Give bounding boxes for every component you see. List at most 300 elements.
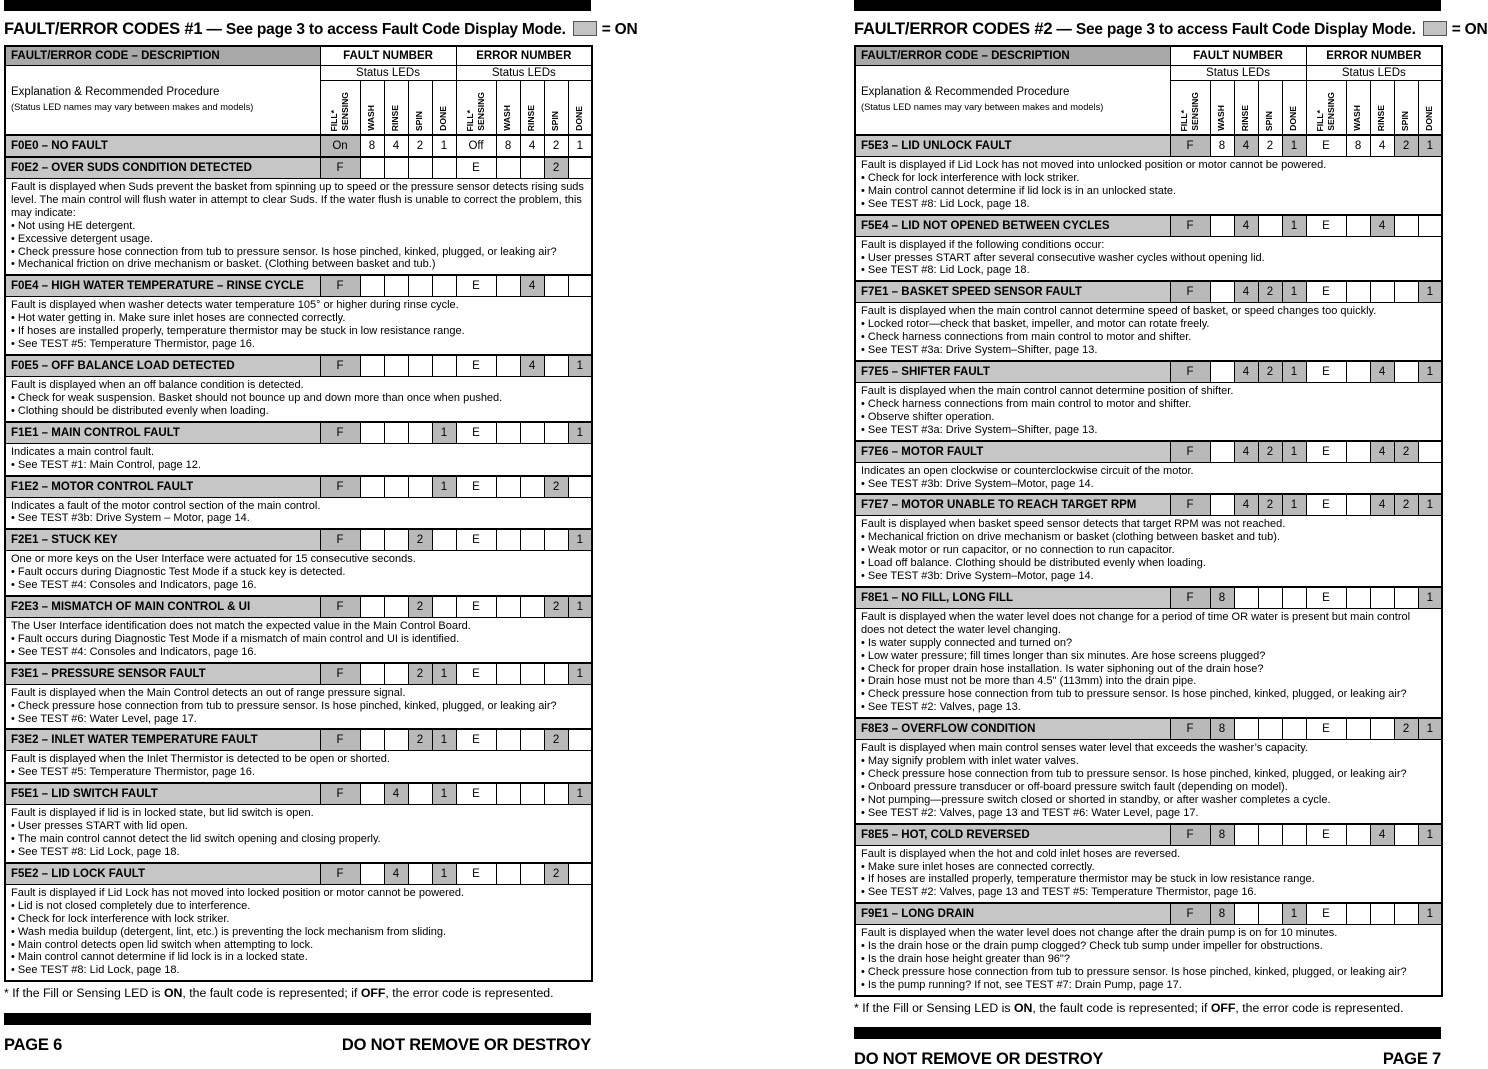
error-led-cell — [1394, 215, 1418, 237]
fault-led-cell — [384, 529, 408, 551]
fault-code-row — [5, 422, 592, 444]
description-line: Fault is displayed when Suds prevent the basket from spinning up to speed or the pressure sensor detects rising suds level. The main control will flush water in attempt to clear Suds. If the water flush is unable to correct the problem, this may indicate: — [11, 181, 584, 219]
footnote-off-word: OFF — [360, 986, 386, 1001]
done-label: DONE — [1423, 106, 1434, 131]
fault-led-cell — [1258, 718, 1282, 740]
footer-left-text: DO NOT REMOVE OR DESTROY — [854, 1050, 1104, 1069]
description-line: • Onboard pressure transducer or off-board pressure switch fault (depending on model). — [861, 780, 1288, 793]
fault-done-label-cell — [1282, 81, 1306, 136]
description-line: • Check for lock interference with lock striker. — [11, 912, 230, 925]
error-led-cell: E — [456, 729, 496, 751]
fault-led-cell — [408, 422, 432, 444]
fault-code-title: F7E1 – BASKET SPEED SENSOR FAULT — [855, 281, 1170, 303]
wash-label: WASH — [502, 105, 513, 131]
fault-led-cell: 1 — [432, 135, 456, 157]
error-led-cell: E — [456, 422, 496, 444]
error-led-cell — [1346, 281, 1370, 303]
description-row — [855, 303, 1442, 361]
error-led-cell: E — [1306, 718, 1346, 740]
fault-led-cell: 4 — [384, 783, 408, 805]
fault-code-row — [5, 863, 592, 885]
footnote-off-word: OFF — [1210, 1000, 1236, 1015]
error-led-cell: 2 — [1394, 718, 1418, 740]
description-line: • Make sure inlet hoses are connected correctly. — [861, 860, 1095, 873]
fault-led-cell — [384, 157, 408, 179]
fault-led-cell: 2 — [408, 529, 432, 551]
error-led-cell: 4 — [1370, 215, 1394, 237]
fault-led-cell: 2 — [1258, 494, 1282, 516]
fill-label: FILL* — [1314, 109, 1325, 131]
description-line: • Is the drain hose or the drain pump clogged? Check tub sump under impeller for obstructions. — [861, 940, 1323, 953]
page-title — [4, 20, 638, 39]
error-led-cell: E — [456, 529, 496, 551]
spin-label: SPIN — [1264, 110, 1275, 131]
description-row — [5, 805, 592, 863]
description-line: • See TEST #8: Lid Lock, page 18. — [11, 846, 180, 858]
error-led-cell: E — [1306, 281, 1346, 303]
description-row — [5, 376, 592, 421]
error-led-cell: 1 — [568, 596, 592, 618]
error-led-cell — [520, 596, 544, 618]
error-led-cell — [1370, 718, 1394, 740]
footnote-text: * If the Fill or Sensing LED is — [854, 1000, 1014, 1015]
footer-left-text: PAGE 6 — [4, 1035, 63, 1054]
fault-code-row — [5, 135, 592, 157]
description-line: • Check for weak suspension. Basket should not bounce up and down more than once when pushed. — [11, 391, 503, 404]
description-cell — [5, 751, 592, 783]
page-title — [854, 20, 1488, 39]
fault-code-row — [855, 135, 1442, 157]
description-row — [5, 551, 592, 596]
description-cell — [5, 884, 592, 981]
fault-led-cell: 8 — [1210, 718, 1234, 740]
error-led-cell — [1346, 494, 1370, 516]
description-line: • See TEST #2: Valves, page 13 and TEST #6: Water Level, page 17. — [861, 806, 1199, 819]
error-led-cell: 4 — [1370, 361, 1394, 383]
fault-led-cell — [360, 355, 384, 377]
bottom-bar — [854, 1027, 1441, 1039]
description-row — [855, 236, 1442, 281]
error-led-cell — [1370, 587, 1394, 609]
page — [4, 0, 638, 1054]
fault-rinse-label-cell — [1234, 81, 1258, 136]
fault-led-cell — [1282, 824, 1306, 846]
error-rinse-label-cell — [1370, 81, 1394, 136]
rinse-label: RINSE — [1376, 104, 1387, 131]
fault-led-cell: 4 — [384, 135, 408, 157]
description-line: • User presses START after several consecutive washer cycles without opening lid. — [861, 251, 1265, 264]
description-line: • Low water pressure; fill times longer than six minutes. Are hose screens plugged? — [861, 649, 1266, 662]
fault-led-cell: 1 — [1282, 361, 1306, 383]
fault-led-cell: 1 — [432, 783, 456, 805]
done-label: DONE — [438, 106, 449, 131]
description-line: • Not pumping—pressure switch closed or shorted in standby, or after washer completes a cycle. — [861, 793, 1331, 806]
description-line: • See TEST #3a: Drive System–Shifter, page 13. — [861, 423, 1098, 436]
fault-code-title: F8E5 – HOT, COLD REVERSED — [855, 824, 1170, 846]
fill-label: FILL* — [464, 109, 475, 131]
footer-right-text: PAGE 7 — [1382, 1050, 1441, 1069]
error-led-cell — [568, 157, 592, 179]
fault-led-cell — [408, 157, 432, 179]
error-number-header: ERROR NUMBER — [456, 46, 592, 66]
fault-led-cell — [408, 783, 432, 805]
fault-led-cell: F — [320, 157, 360, 179]
error-led-cell — [1346, 903, 1370, 925]
fault-led-cell — [360, 476, 384, 498]
fault-code-title: F1E2 – MOTOR CONTROL FAULT — [5, 476, 320, 498]
fault-led-cell: F — [320, 783, 360, 805]
error-led-cell — [496, 422, 520, 444]
description-line: Fault is displayed if Lid Lock has not moved into unlocked position or motor cannot be powered. — [861, 159, 1327, 171]
sensing-label: SENSING — [1189, 92, 1200, 131]
fault-led-cell — [360, 422, 384, 444]
fault-led-cell — [360, 663, 384, 685]
fault-led-cell: 8 — [1210, 903, 1234, 925]
description-line: • Check harness connections from main control to motor and shifter. — [861, 397, 1192, 410]
wash-label: WASH — [1352, 105, 1363, 131]
top-bar — [854, 0, 1441, 11]
legend-on-swatch — [573, 21, 597, 36]
fault-code-table — [854, 45, 1443, 997]
description-line: • Mechanical friction on drive mechanism or basket (clothing between basket and tub). — [861, 531, 1281, 544]
description-cell — [5, 297, 592, 355]
description-line: • Check harness connections from main control to motor and shifter. — [861, 331, 1192, 344]
description-row — [5, 179, 592, 276]
fault-code-row — [5, 529, 592, 551]
description-line: • Lid is not closed completely due to interference. — [11, 899, 251, 912]
error-spin-label-cell — [1394, 81, 1418, 136]
error-led-cell: E — [1306, 215, 1346, 237]
error-led-cell: 2 — [1394, 494, 1418, 516]
description-line: Fault is displayed if Lid Lock has not moved into locked position or motor cannot be powered. — [11, 886, 465, 899]
spin-label: SPIN — [1400, 110, 1411, 131]
error-led-cell — [1370, 281, 1394, 303]
fault-led-cell: F — [1170, 494, 1210, 516]
fault-wash-label-cell — [1210, 81, 1234, 136]
error-led-cell — [1394, 824, 1418, 846]
footnote-text: , the fault code is represented; if — [1032, 1000, 1211, 1015]
wash-label: WASH — [366, 105, 377, 131]
description-line: • Not using HE detergent. — [11, 219, 136, 232]
error-led-cell: 2 — [544, 476, 568, 498]
description-cell — [855, 608, 1442, 718]
error-led-cell: E — [1306, 824, 1346, 846]
description-line: • Drain hose must not be more than 4.5" (113mm) into the drain pipe. — [861, 675, 1197, 688]
fault-rinse-label-cell — [384, 81, 408, 136]
description-row — [855, 462, 1442, 494]
footnote-on-word: ON — [163, 986, 183, 1001]
error-led-cell: 1 — [568, 783, 592, 805]
description-line: • Check pressure hose connection from tub to pressure sensor. Is hose pinched, kinked, plugged, or leaking air? — [11, 245, 557, 258]
fault-led-cell: 1 — [432, 663, 456, 685]
fault-code-row — [5, 663, 592, 685]
error-led-cell: 2 — [544, 729, 568, 751]
description-line: • Mechanical friction on drive mechanism or basket. (Clothing between basket and tub.) — [11, 258, 436, 271]
fault-led-cell: F — [320, 529, 360, 551]
done-label: DONE — [573, 106, 584, 131]
error-led-cell — [1418, 215, 1442, 237]
error-led-cell: E — [456, 596, 496, 618]
description-cell — [5, 443, 592, 475]
sensing-label: SENSING — [1325, 92, 1336, 131]
fault-spin-label-cell — [1258, 81, 1282, 136]
table-header-row-2 — [5, 66, 592, 81]
fault-code-title: F7E6 – MOTOR FAULT — [855, 441, 1170, 463]
fault-led-cell: F — [1170, 361, 1210, 383]
description-line: Fault is displayed when the Main Control detects an out of range pressure signal. — [11, 686, 406, 699]
spin-label: SPIN — [550, 110, 561, 131]
error-led-cell — [544, 422, 568, 444]
fault-led-cell — [1282, 587, 1306, 609]
error-led-cell: 8 — [496, 135, 520, 157]
description-line: • See TEST #8: Lid Lock, page 18. — [861, 197, 1030, 210]
footnote — [4, 986, 591, 1000]
description-column-header: FAULT/ERROR CODE – DESCRIPTION — [5, 46, 320, 66]
error-led-cell: 1 — [568, 422, 592, 444]
description-line: • Fault occurs during Diagnostic Test Mode if a stuck key is detected. — [11, 566, 346, 579]
description-line: • See TEST #8: Lid Lock, page 18. — [11, 964, 180, 977]
fault-led-cell: 1 — [432, 729, 456, 751]
fault-code-title: F9E1 – LONG DRAIN — [855, 903, 1170, 925]
fault-led-cell — [1210, 441, 1234, 463]
fault-code-row — [5, 596, 592, 618]
error-status-leds-label: Status LEDs — [456, 66, 592, 81]
fault-led-cell: F — [1170, 135, 1210, 157]
description-line: • See TEST #6: Water Level, page 17. — [11, 712, 197, 725]
error-led-cell — [1394, 903, 1418, 925]
error-fill-sensing-label-cell — [456, 81, 496, 136]
description-cell — [855, 740, 1442, 824]
fault-led-cell — [432, 355, 456, 377]
description-line: • Fault occurs during Diagnostic Test Mode if a mismatch of main control and UI is identified. — [11, 632, 460, 645]
fault-led-cell: 2 — [408, 596, 432, 618]
error-led-cell: E — [1306, 903, 1346, 925]
error-led-cell: 1 — [1418, 361, 1442, 383]
explanation-header-cell — [855, 66, 1170, 136]
explanation-title: Explanation & Recommended Procedure — [11, 86, 220, 98]
error-led-cell: 4 — [1370, 441, 1394, 463]
fault-number-header: FAULT NUMBER — [1170, 46, 1306, 66]
description-line: • Main control cannot determine if lid lock is in an unlocked state. — [861, 184, 1177, 197]
fault-led-cell: 1 — [432, 422, 456, 444]
error-led-cell — [1346, 441, 1370, 463]
fault-code-row — [855, 903, 1442, 925]
fault-led-cell: 1 — [1282, 281, 1306, 303]
fault-led-cell: F — [1170, 281, 1210, 303]
description-line: Fault is displayed when washer detects water temperature 105° or higher during rinse cycle. — [11, 299, 459, 312]
error-led-cell: 1 — [1418, 135, 1442, 157]
page-title-rest: — See page 3 to access Fault Code Display Mode. — [1052, 21, 1416, 38]
fault-led-cell: 1 — [432, 476, 456, 498]
description-row — [5, 751, 592, 783]
description-line: • Check for lock interference with lock striker. — [861, 171, 1080, 184]
fault-code-title: F0E0 – NO FAULT — [5, 135, 320, 157]
fault-led-cell — [432, 157, 456, 179]
description-line: • Weak motor or run capacitor, or no connection to run capacitor. — [861, 544, 1175, 557]
page-title-bold: FAULT/ERROR CODES #1 — [4, 20, 203, 38]
description-line: • Main control cannot determine if lid lock is in a locked state. — [11, 951, 308, 964]
error-done-label-cell — [1418, 81, 1442, 136]
explanation-title: Explanation & Recommended Procedure — [861, 86, 1070, 98]
description-row — [5, 443, 592, 475]
error-led-cell: E — [1306, 135, 1346, 157]
description-line: Fault is displayed if the following conditions occur: — [861, 238, 1105, 251]
error-led-cell: Off — [456, 135, 496, 157]
description-line: • Excessive detergent usage. — [11, 232, 154, 245]
error-led-cell: 4 — [1370, 824, 1394, 846]
fault-code-row — [5, 783, 592, 805]
fault-fill-sensing-label-cell — [1170, 81, 1210, 136]
fault-led-cell: 4 — [384, 863, 408, 885]
error-led-cell — [496, 783, 520, 805]
fault-fill-sensing-label-cell — [320, 81, 360, 136]
fault-led-cell — [360, 729, 384, 751]
fault-led-cell — [360, 529, 384, 551]
error-led-cell: 4 — [1370, 494, 1394, 516]
fault-led-cell: F — [320, 422, 360, 444]
done-label: DONE — [1288, 106, 1299, 131]
fault-led-cell — [1258, 824, 1282, 846]
fault-led-cell — [1210, 494, 1234, 516]
table-body — [5, 46, 592, 981]
fault-code-title: F5E2 – LID LOCK FAULT — [5, 863, 320, 885]
fault-led-cell — [384, 275, 408, 297]
fault-status-leds-label: Status LEDs — [320, 66, 456, 81]
description-line: Fault is displayed when basket speed sensor detects that target RPM was not reached. — [861, 518, 1286, 531]
error-led-cell: E — [1306, 494, 1346, 516]
error-led-cell — [496, 596, 520, 618]
error-led-cell — [568, 476, 592, 498]
error-led-cell: 2 — [544, 135, 568, 157]
description-cell — [855, 303, 1442, 361]
fault-code-title: F1E1 – MAIN CONTROL FAULT — [5, 422, 320, 444]
error-led-cell — [1346, 587, 1370, 609]
fault-led-cell: 8 — [1210, 135, 1234, 157]
page-title-bold: FAULT/ERROR CODES #2 — [854, 20, 1053, 38]
fault-led-cell — [360, 783, 384, 805]
description-cell — [5, 805, 592, 863]
fault-led-cell — [360, 275, 384, 297]
error-led-cell — [1394, 587, 1418, 609]
error-led-cell — [544, 663, 568, 685]
error-led-cell: E — [456, 355, 496, 377]
error-led-cell — [1370, 903, 1394, 925]
error-led-cell: E — [456, 275, 496, 297]
description-line: Fault is displayed when the main control cannot determine speed of basket, or speed changes too quickly. — [861, 305, 1377, 318]
error-led-cell: E — [456, 157, 496, 179]
description-row — [855, 157, 1442, 215]
fill-label: FILL* — [1178, 109, 1189, 131]
description-line: • See TEST #2: Valves, page 13 and TEST #5: Temperature Thermistor, page 16. — [861, 886, 1257, 899]
description-column-header: FAULT/ERROR CODE – DESCRIPTION — [855, 46, 1170, 66]
fault-led-cell — [384, 596, 408, 618]
rinse-label: RINSE — [390, 104, 401, 131]
fault-led-cell — [1258, 587, 1282, 609]
error-led-cell — [496, 476, 520, 498]
fault-led-cell — [432, 596, 456, 618]
fault-led-cell — [1210, 281, 1234, 303]
rinse-label: RINSE — [1240, 104, 1251, 131]
description-row — [855, 382, 1442, 440]
table-header-row-2 — [855, 66, 1442, 81]
error-led-cell — [1346, 824, 1370, 846]
fault-led-cell: F — [320, 863, 360, 885]
fault-code-title: F8E1 – NO FILL, LONG FILL — [855, 587, 1170, 609]
description-cell — [855, 845, 1442, 903]
description-line: • See TEST #3b: Drive System – Motor, page 14. — [11, 512, 250, 525]
rinse-label: RINSE — [526, 104, 537, 131]
description-line: Fault is displayed when the main control cannot determine position of shifter. — [861, 384, 1234, 397]
footnote-text: , the fault code is represented; if — [182, 986, 361, 1001]
fault-code-title: F2E3 – MISMATCH OF MAIN CONTROL & UI — [5, 596, 320, 618]
fault-led-cell: F — [1170, 587, 1210, 609]
description-line: • See TEST #5: Temperature Thermistor, page 16. — [11, 766, 255, 779]
fault-code-row — [5, 355, 592, 377]
error-led-cell — [544, 529, 568, 551]
error-led-cell — [520, 422, 544, 444]
error-led-cell — [496, 729, 520, 751]
description-cell — [855, 382, 1442, 440]
fault-led-cell — [1258, 903, 1282, 925]
description-row — [855, 740, 1442, 824]
sensing-label: SENSING — [339, 92, 350, 131]
error-led-cell: E — [1306, 441, 1346, 463]
footer-right-text: DO NOT REMOVE OR DESTROY — [341, 1035, 591, 1054]
fault-code-table — [4, 45, 593, 982]
description-line: Fault is displayed if lid is in locked state, but lid switch is open. — [11, 807, 314, 820]
fault-code-row — [855, 494, 1442, 516]
explanation-header-cell — [5, 66, 320, 136]
error-led-cell — [1346, 361, 1370, 383]
description-line: The User Interface identification does not match the expected value in the Main Control Board. — [11, 620, 471, 633]
description-line: • If hoses are installed properly, temperature thermistor may be stuck in low resistance range. — [11, 325, 465, 338]
description-line: • Locked rotor—check that basket, impeller, and motor can rotate freely. — [861, 318, 1210, 331]
fault-led-cell: 8 — [1210, 587, 1234, 609]
error-led-cell — [1394, 361, 1418, 383]
fault-code-title: F7E5 – SHIFTER FAULT — [855, 361, 1170, 383]
fault-led-cell: F — [320, 729, 360, 751]
error-fill-sensing-label-cell — [1306, 81, 1346, 136]
description-cell — [5, 551, 592, 596]
description-line: Fault is displayed when main control senses water level that exceeds the washer’s capacity. — [861, 742, 1308, 755]
description-row — [5, 297, 592, 355]
fault-led-cell: F — [320, 355, 360, 377]
error-led-cell: E — [456, 663, 496, 685]
description-line: Indicates a main control fault. — [11, 445, 155, 458]
description-line: Fault is displayed when the water level does not change for a period of time OR water is present but main control does not detect the water level changing. — [861, 610, 1411, 636]
fault-number-header: FAULT NUMBER — [320, 46, 456, 66]
fault-code-title: F8E3 – OVERFLOW CONDITION — [855, 718, 1170, 740]
fault-code-row — [855, 215, 1442, 237]
spin-label: SPIN — [414, 110, 425, 131]
description-line: Indicates a fault of the motor control section of the main control. — [11, 499, 321, 512]
fault-led-cell: 4 — [1234, 441, 1258, 463]
fault-spin-label-cell — [408, 81, 432, 136]
description-cell — [855, 925, 1442, 996]
fault-led-cell: F — [320, 275, 360, 297]
error-led-cell: 1 — [1418, 281, 1442, 303]
description-line: • Check for proper drain hose installation. Is water siphoning out of the drain hose? — [861, 662, 1264, 675]
error-rinse-label-cell — [520, 81, 544, 136]
fault-led-cell: 8 — [360, 135, 384, 157]
description-row — [855, 925, 1442, 996]
fault-led-cell: 1 — [1282, 135, 1306, 157]
fault-led-cell: 1 — [1282, 215, 1306, 237]
description-cell — [5, 497, 592, 529]
description-cell — [855, 516, 1442, 587]
fault-led-cell: 1 — [432, 863, 456, 885]
description-line: • May signify problem with inlet water valves. — [861, 755, 1079, 768]
